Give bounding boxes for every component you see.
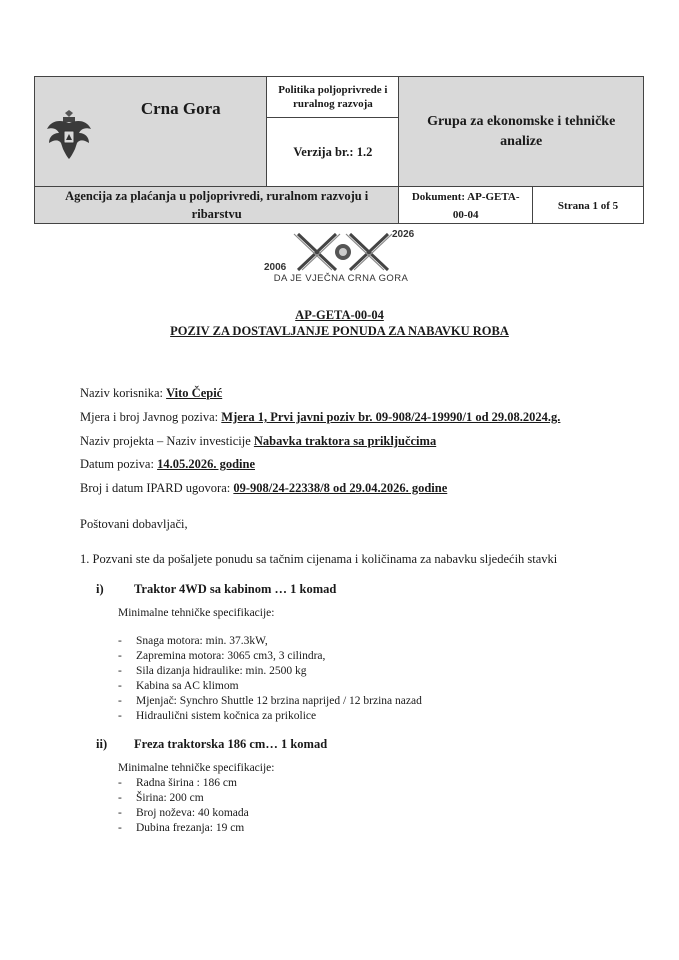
- field-contract: [80, 481, 447, 496]
- agency-label: Agencija za plaćanja u poljoprivredi, ruralnom razvoju i ribarstvu: [65, 189, 369, 221]
- group-label: Grupa za ekonomske i tehničke analize: [427, 113, 616, 149]
- item-2-number: ii): [96, 737, 108, 751]
- policy-label: Politika poljoprivrede i ruralnog razvoja: [278, 84, 388, 110]
- intro-paragraph: 1. Pozvani ste da pošaljete ponudu sa tačnim cijenama i količinama za nabavku sljedećih stavki: [80, 552, 558, 566]
- item-1-spec-label: Minimalne tehničke specifikacije:: [118, 607, 275, 619]
- field-label: Datum poziva:: [80, 457, 158, 471]
- list-item: - Radna širina : 186 cm: [118, 777, 237, 789]
- header-group-cell: [399, 77, 644, 187]
- list-item: - Sila dizanja hidraulike: min. 2500 kg: [118, 665, 307, 677]
- version-label: Verzija br.: 1.2: [293, 145, 373, 159]
- field-date: [80, 457, 255, 472]
- list-item: - Kabina sa AC klimom: [118, 680, 239, 692]
- document-header-table: [34, 76, 644, 224]
- logo-year-start: 2006: [264, 262, 287, 273]
- document-title: POZIV ZA DOSTAVLJANJE PONUDA ZA NABAVKU ROBA: [170, 324, 509, 338]
- header-agency-cell: [35, 187, 399, 224]
- field-measure: [80, 410, 560, 425]
- list-item: - Zapremina motora: 3065 cm3, 3 cilindra,: [118, 650, 326, 662]
- field-value: Nabavka traktora sa priključcima: [253, 434, 437, 448]
- page-label: Strana 1 of 5: [557, 200, 619, 212]
- montenegro-coat-of-arms-icon: [45, 109, 93, 161]
- greeting: Poštovani dobavljači,: [80, 517, 188, 531]
- field-label: Broj i datum IPARD ugovora:: [80, 481, 234, 495]
- list-item: - Broj noževa: 40 komada: [118, 807, 249, 819]
- document-code: AP-GETA-00-04: [295, 308, 384, 322]
- list-item: - Dubina frezanja: 19 cm: [118, 822, 245, 834]
- list-item: - Hidraulični sistem kočnica za prikolice: [118, 710, 317, 722]
- item-2-title: Freza traktorska 186 cm… 1 komad: [134, 737, 328, 751]
- list-item: - Mjenjač: Synchro Shuttle 12 brzina naprijed / 12 brzina nazad: [118, 695, 422, 707]
- header-page-cell: [533, 187, 644, 224]
- field-value: 09-908/24-22338/8 od 29.04.2026. godine: [233, 481, 448, 495]
- header-document-cell: [399, 187, 533, 224]
- document-label: Dokument: AP-GETA-00-04: [411, 191, 520, 221]
- header-policy-cell: [267, 77, 399, 187]
- item-2-spec-label: Minimalne tehničke specifikacije:: [118, 762, 275, 774]
- field-value: Vito Čepić: [166, 386, 223, 400]
- header-country-cell: [35, 77, 267, 187]
- item-1-number: i): [96, 582, 104, 596]
- field-value: Mjera 1, Prvi javni poziv br. 09-908/24-19990/1 od 29.08.2024.g.: [221, 410, 561, 424]
- field-label: Mjera i broj Javnog poziva:: [80, 410, 222, 424]
- field-project: [80, 434, 436, 449]
- country-name: Crna Gora: [140, 99, 221, 118]
- field-label: Naziv korisnika:: [80, 386, 167, 400]
- logo-motto: DA JE VJEČNA CRNA GORA: [273, 273, 409, 284]
- logo-year-end: 2026: [392, 229, 415, 240]
- field-label: Naziv projekta – Naziv investicije: [80, 434, 254, 448]
- item-1-title: Traktor 4WD sa kabinom … 1 komad: [134, 582, 337, 596]
- field-value: 14.05.2026. godine: [157, 457, 256, 471]
- list-item: - Snaga motora: min. 37.3kW,: [118, 635, 268, 647]
- list-item: - Širina: 200 cm: [118, 792, 204, 804]
- field-beneficiary: [80, 386, 222, 401]
